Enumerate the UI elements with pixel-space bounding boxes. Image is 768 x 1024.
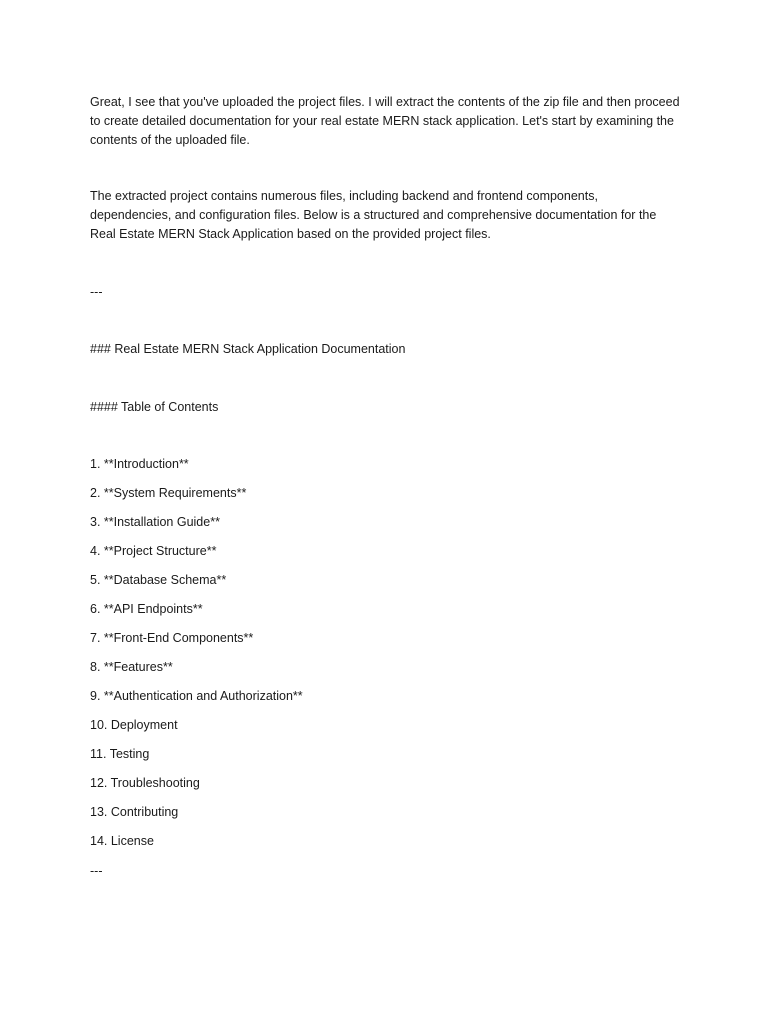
toc-item: 2. **System Requirements** — [90, 486, 247, 500]
toc-item: 5. **Database Schema** — [90, 573, 227, 587]
toc-item: 13. Contributing — [90, 805, 179, 819]
toc-item: 7. **Front-End Components** — [90, 631, 254, 645]
separator-top: --- — [90, 285, 103, 299]
toc-item: 4. **Project Structure** — [90, 544, 217, 558]
toc-item: 11. Testing — [90, 747, 150, 761]
toc-heading: #### Table of Contents — [90, 400, 219, 414]
summary-paragraph: The extracted project contains numerous files, including backend and frontend components, dependencies, and configuration files. Below is a structured and comprehensive documentation for the Real Estate MERN Stack Application based on the provided project files. — [90, 189, 657, 241]
toc-item: 10. Deployment — [90, 718, 178, 732]
separator-bottom: --- — [90, 864, 103, 878]
toc-item: 12. Troubleshooting — [90, 776, 200, 790]
toc-item: 1. **Introduction** — [90, 457, 189, 471]
toc-item: 8. **Features** — [90, 660, 173, 674]
document-heading: ### Real Estate MERN Stack Application Documentation — [90, 342, 406, 356]
toc-item: 6. **API Endpoints** — [90, 602, 203, 616]
toc-item: 14. License — [90, 834, 154, 848]
toc-item: 9. **Authentication and Authorization** — [90, 689, 303, 703]
intro-paragraph: Great, I see that you've uploaded the project files. I will extract the contents of the zip file and then proceed to create detailed documentation for your real estate MERN stack application. Let's start by examining the contents of the uploaded file. — [90, 95, 680, 147]
toc-list — [90, 455, 303, 861]
toc-item: 3. **Installation Guide** — [90, 515, 220, 529]
